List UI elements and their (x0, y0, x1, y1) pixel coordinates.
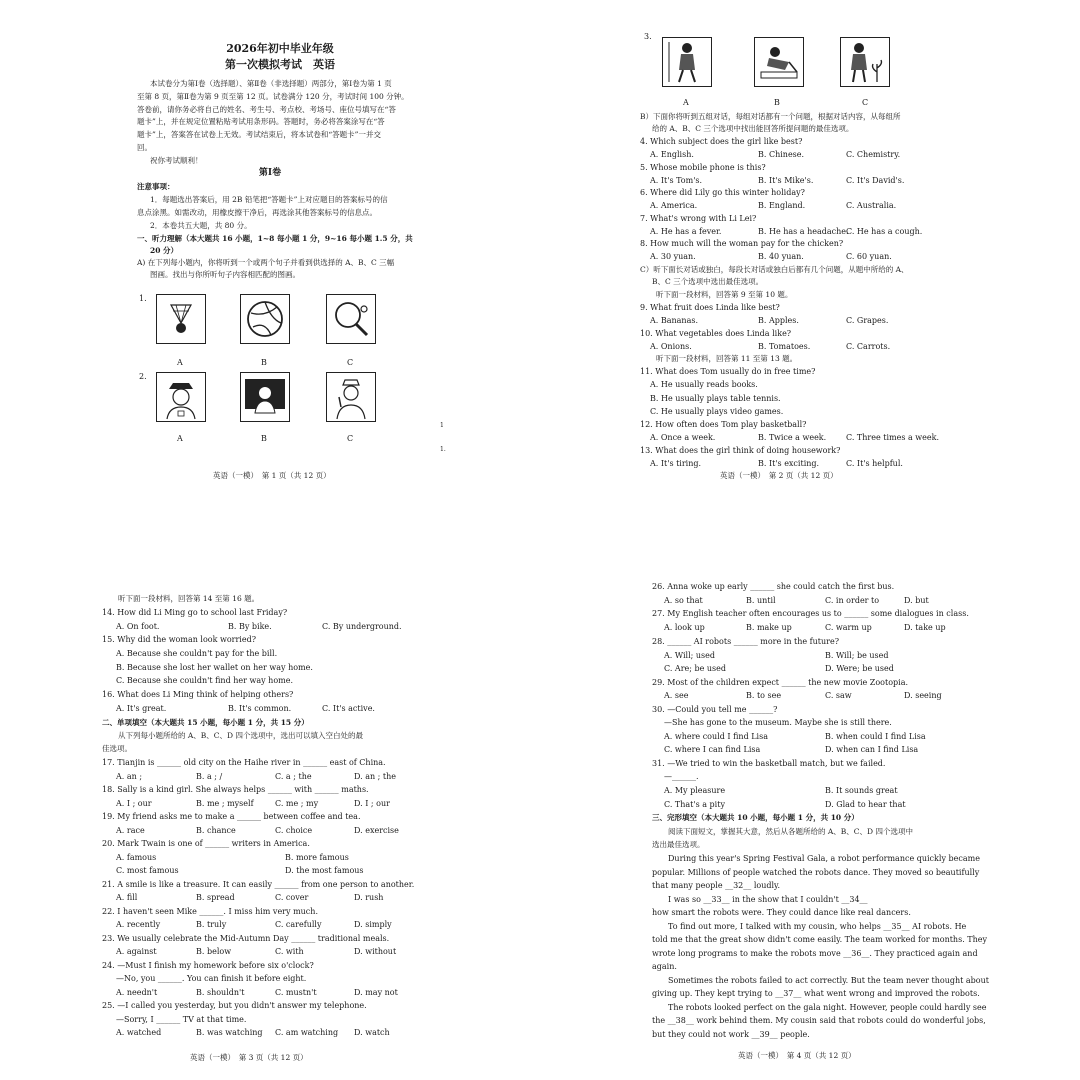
passage-line-2: popular. Millions of people watched the robots dance. They moved so beautifully (652, 867, 980, 877)
question-22-option-b: B. truly (196, 920, 227, 929)
question-15-option-b: B. Because she lost her wallet on her way home. (116, 663, 313, 672)
person-walking-icon (663, 38, 711, 86)
page-1 (0, 0, 540, 540)
question-1-number: 1. (139, 294, 147, 303)
question-5-option-c: C. It's David's. (846, 175, 905, 185)
note-line-3: 2．本卷共五大题，共 80 分。 (150, 221, 252, 230)
question-8-option-c: C. 60 yuan. (846, 252, 892, 261)
question-30-option-d: D. when can I find Lisa (825, 745, 919, 754)
passage-line-4: I was so __33__ in the show that I couldn't __34__ (668, 894, 868, 904)
question-25-option-c: C. am watching (275, 1028, 339, 1037)
question-28-option-a: A. Will; used (664, 651, 715, 660)
question-12-option-c: C. Three times a week. (846, 433, 940, 442)
question-6-option-c: C. Australia. (846, 201, 897, 210)
question-28: 28. ______ AI robots ______ more in the future? (652, 637, 840, 646)
question-19-option-b: B. chance (196, 825, 236, 835)
passage-line-13: the __38__ work behind them. My cousin said that robots could do wonderful jobs, (652, 1016, 986, 1025)
page-3 (0, 540, 540, 1080)
question-9-option-c: C. Grapes. (846, 316, 889, 325)
question-14-option-b: B. By bike. (228, 622, 272, 631)
question-7: 7. What's wrong with Li Lei? (640, 213, 757, 223)
person-planting-icon (841, 38, 889, 86)
question-23-option-d: D. without (354, 947, 397, 956)
question-16-option-c: C. It's active. (322, 704, 375, 713)
wish-text: 祝你考试顺利！ (150, 156, 203, 165)
question-20-option-b: B. more famous (285, 852, 349, 862)
passage-line-5: how smart the robots were. They could dance like real dancers. (652, 908, 911, 917)
passage-line-3: that many people __32__ loudly. (652, 881, 781, 890)
part3-instruction-1: 阅读下面短文，掌握其大意，然后从各题所给的 A、B、C、D 四个选项中 (668, 827, 913, 836)
question-23-option-b: B. below (196, 947, 232, 956)
passage-line-8: wrote long programs to make the robots move __36__. They practiced again and (652, 948, 978, 958)
q1-picture-a-badminton (156, 294, 206, 344)
passage-line-9: again. (652, 962, 677, 971)
page-2 (540, 0, 1080, 540)
question-15-option-c: C. Because she couldn't find her way home. (116, 676, 294, 685)
question-24-option-a: A. needn't (116, 987, 158, 997)
question-31-reply: —______. (664, 772, 699, 781)
ping-pong-paddle-icon (327, 295, 375, 343)
intro-line-1: 本试卷分为第Ⅰ卷（选择题）、第Ⅱ卷（非选择题）两部分，第Ⅰ卷为第 1 页 (150, 79, 392, 88)
notes-title: 注意事项： (137, 182, 175, 191)
q2-option-a: A (177, 434, 183, 443)
page-4 (540, 540, 1080, 1080)
question-29-option-b: B. to see (746, 691, 782, 700)
question-30-option-c: C. where I can find Lisa (664, 745, 761, 754)
question-13-option-a: A. It's tiring. (650, 459, 702, 468)
question-30-option-b: B. when could I find Lisa (825, 732, 926, 741)
part1-title-line2: 20 分） (150, 246, 179, 255)
page-2-footer: 英语（一模） 第 2 页（共 12 页） (720, 471, 838, 480)
question-17-option-d: D. an ; the (354, 771, 397, 781)
partA-line2: 图画。找出与你所听句子内容相匹配的图画。 (150, 270, 300, 279)
question-14: 14. How did Li Ming go to school last Friday? (102, 608, 288, 617)
q3-option-a: A (683, 98, 689, 107)
question-20-option-a: A. famous (116, 852, 157, 862)
q3-option-c: C (862, 98, 869, 107)
partB-line2: 给的 A、B、C 三个选项中找出能回答所提问题的最佳选项。 (652, 124, 854, 133)
q2-picture-b-teacher (240, 372, 290, 422)
question-21-option-b: B. spread (196, 893, 235, 902)
note-line-1: 1．每题选出答案后，用 2B 铅笔把“答题卡”上对应题目的答案标号的信 (150, 195, 388, 204)
question-13: 13. What does the girl think of doing housework? (640, 446, 841, 455)
question-23: 23. We usually celebrate the Mid-Autumn Day ______ traditional meals. (102, 933, 390, 943)
question-29-option-c: C. saw (825, 691, 852, 700)
question-28-option-d: D. Were; be used (825, 664, 894, 673)
volleyball-icon (241, 295, 289, 343)
question-20: 20. Mark Twain is one of ______ writers in America. (102, 839, 310, 848)
question-11-option-c: C. He usually plays video games. (650, 407, 784, 416)
question-26-option-d: D. but (904, 595, 929, 605)
part3-title: 三、完形填空（本大题共 10 小题，每小题 1 分，共 10 分） (652, 813, 859, 822)
question-25: 25. —I called you yesterday, but you didn't answer my telephone. (102, 1001, 367, 1010)
question-10-option-a: A. Onions. (650, 342, 692, 351)
question-26-option-a: A. so that (664, 595, 703, 605)
partA-line1: A) 在下列每小题内，你将听到一个或两个句子并看到供选择的 A、B、C 三幅 (137, 258, 395, 267)
question-24-reply: —No, you ______. You can finish it before eight. (116, 974, 307, 983)
teacher-blackboard-icon (241, 373, 289, 421)
question-24-option-d: D. may not (354, 987, 398, 997)
question-11: 11. What does Tom usually do in free time? (640, 367, 816, 376)
question-19-option-c: C. choice (275, 825, 313, 835)
question-22-option-d: D. simply (354, 920, 392, 929)
question-8: 8. How much will the woman pay for the chicken? (640, 239, 844, 248)
question-25-option-a: A. watched (116, 1028, 162, 1037)
question-9-option-a: A. Bananas. (650, 316, 699, 325)
passage-line-12: The robots looked perfect on the gala night. However, people could hardly see (668, 1002, 987, 1012)
exam-title-line1: 2026年初中毕业年级 (226, 42, 334, 55)
question-10-option-c: C. Carrots. (846, 342, 891, 351)
passage-line-6: To find out more, I talked with my cousin, who helps __35__ AI robots. He (668, 921, 967, 931)
passage-line-11: giving up. They kept trying to __37__ what went wrong and improved the robots. (652, 989, 980, 998)
nurse-icon (327, 373, 375, 421)
q2-picture-c-nurse (326, 372, 376, 422)
shuttlecock-icon (157, 295, 205, 343)
question-31-option-d: D. Glad to hear that (825, 800, 906, 809)
question-17-option-a: A. an ; (116, 771, 143, 781)
question-23-option-a: A. against (116, 947, 157, 956)
question-26: 26. Anna woke up early ______ she could catch the first bus. (652, 582, 895, 591)
question-5: 5. Whose mobile phone is this? (640, 162, 766, 172)
q3-picture-b-cleaning (754, 37, 804, 87)
question-3-number: 3. (644, 32, 652, 41)
question-9-option-b: B. Apples. (758, 316, 799, 325)
page-3-footer: 英语（一模） 第 3 页（共 12 页） (190, 1053, 308, 1062)
question-4: 4. Which subject does the girl like best? (640, 137, 803, 146)
question-5-option-a: A. It's Tom's. (650, 175, 703, 185)
question-26-option-b: B. until (746, 595, 776, 605)
person-cleaning-icon (755, 38, 803, 86)
question-9: 9. What fruit does Linda like best? (640, 303, 780, 312)
q3-picture-a-walking (662, 37, 712, 87)
q3-option-b: B (774, 98, 780, 107)
intro-line-3: 答卷前，请你务必将自己的姓名、考生号、考点校、考场号、座位号填写在“答 (137, 105, 396, 114)
question-25-option-d: D. watch (354, 1028, 390, 1037)
q2-option-b: B (261, 434, 267, 443)
question-31-option-a: A. My pleasure (664, 786, 726, 795)
question-7-option-b: B. He has a headache. (758, 226, 849, 236)
question-15: 15. Why did the woman look worried? (102, 635, 257, 644)
question-8-option-b: B. 40 yuan. (758, 252, 804, 261)
question-17-option-b: B. a ; / (196, 771, 223, 781)
question-29: 29. Most of the children expect ______ the new movie Zootopia. (652, 678, 909, 687)
part3-instruction-2: 选出最佳选项。 (652, 840, 705, 849)
question-21-option-d: D. rush (354, 893, 384, 902)
question-27: 27. My English teacher often encourages us to ______ some dialogues in class. (652, 609, 969, 618)
question-16-option-b: B. It's common. (228, 704, 292, 713)
q2-picture-a-police (156, 372, 206, 422)
question-30: 30. —Could you tell me ______? (652, 705, 778, 714)
question-11-option-b: B. He usually plays table tennis. (650, 394, 781, 403)
passage-line-1: During this year's Spring Festival Gala, a robot performance quickly became (668, 854, 980, 863)
partC-line2: B、C 三个选项中选出最佳选项。 (652, 277, 764, 286)
question-12: 12. How often does Tom play basketball? (640, 420, 807, 429)
question-18-option-b: B. me ; myself (196, 798, 254, 808)
partB-line1: B）下面你将听到五组对话，每组对话都有一个问题，根据对话内容，从每组所 (640, 112, 901, 121)
question-18-option-a: A. I ; our (116, 798, 152, 808)
partC-line1: C）听下面长对话或独白，每段长对话或独白后都有几个问题，从题中所给的 A、 (640, 265, 909, 274)
question-19-option-a: A. race (116, 825, 145, 835)
question-22-option-c: C. carefully (275, 920, 322, 929)
question-27-option-d: D. take up (904, 622, 946, 632)
question-25-option-b: B. was watching (196, 1028, 263, 1037)
question-19: 19. My friend asks me to make a ______ between coffee and tea. (102, 812, 361, 821)
section-title: 第Ⅰ卷 (258, 168, 282, 178)
question-27-option-c: C. warm up (825, 622, 872, 632)
intro-line-4: 题卡”上，并在规定位置粘贴考试用条形码。答题时，务必将答案涂写在“答 (137, 117, 385, 126)
part1-title-line1: 一、听力理解（本大题共 16 小题，1~8 每小题 1 分，9~16 每小题 1.5 分，共 (137, 234, 413, 243)
question-18-option-d: D. I ; our (354, 798, 390, 808)
q2-option-c: C (347, 434, 354, 443)
question-20-option-d: D. the most famous (285, 866, 364, 875)
question-2-number: 2. (139, 372, 147, 381)
question-30-reply: —She has gone to the museum. Maybe she is still there. (664, 718, 892, 727)
part2-instruction-2: 佳选项。 (102, 744, 132, 753)
question-18: 18. Sally is a kind girl. She always helps ______ with ______ maths. (102, 785, 369, 794)
intro-line-6: 回。 (137, 143, 152, 152)
side-mark-2: 1. (440, 446, 446, 453)
question-4-option-b: B. Chinese. (758, 150, 805, 159)
question-16: 16. What does Li Ming think of helping others? (102, 690, 294, 699)
q1-option-a: A (177, 358, 183, 367)
part2-title: 二、单项填空（本大题共 15 小题，每小题 1 分，共 15 分） (102, 718, 309, 727)
question-21: 21. A smile is like a treasure. It can easily ______ from one person to another. (102, 879, 415, 889)
part2-instruction-1: 从下列每小题所给的 A、B、C、D 四个选项中，选出可以填入空白处的最 (118, 731, 363, 740)
question-28-option-c: C. Are; be used (664, 664, 727, 673)
passage-line-14: but they could not work __39__ people. (652, 1029, 810, 1039)
question-31-option-c: C. That's a pity (664, 800, 725, 809)
question-18-option-c: C. me ; my (275, 798, 319, 808)
page-1-footer: 英语（一模） 第 1 页（共 12 页） (213, 471, 331, 480)
question-14-option-c: C. By underground. (322, 622, 402, 631)
question-31-option-b: B. It sounds great (825, 786, 898, 795)
question-14-option-a: A. On foot. (116, 622, 160, 631)
question-6: 6. Where did Lily go this winter holiday? (640, 188, 805, 197)
question-12-option-a: A. Once a week. (650, 433, 716, 442)
question-24: 24. —Must I finish my homework before six o'clock? (102, 960, 314, 970)
q1-picture-c-table-tennis (326, 294, 376, 344)
question-23-option-c: C. with (275, 947, 304, 956)
intro-line-2: 至第 8 页，第Ⅱ卷为第 9 页至第 12 页。试卷满分 120 分，考试时间 100 分钟。 (137, 92, 409, 101)
question-20-option-c: C. most famous (116, 866, 179, 875)
question-10-option-b: B. Tomatoes. (758, 342, 811, 351)
q1-picture-b-volleyball (240, 294, 290, 344)
question-22: 22. I haven't seen Mike ______. I miss him very much. (102, 906, 318, 916)
question-7-option-c: C. He has a cough. (846, 226, 923, 236)
passage-line-7: told me that the great show didn't come easily. The team worked for months. They (652, 935, 988, 944)
question-22-option-a: A. recently (116, 920, 161, 929)
question-29-option-a: A. see (664, 691, 689, 700)
question-12-option-b: B. Twice a week. (758, 433, 827, 442)
passage-line-10: Sometimes the robots failed to act correctly. But the team never thought about (668, 975, 989, 985)
side-mark-1: 1 (440, 422, 444, 429)
question-13-option-b: B. It's exciting. (758, 459, 820, 468)
question-17: 17. Tianjin is ______ old city on the Haihe river in ______ east of China. (102, 758, 386, 767)
question-16-option-a: A. It's great. (116, 704, 167, 713)
question-4-option-c: C. Chemistry. (846, 150, 901, 159)
question-29-option-d: D. seeing (904, 691, 942, 700)
question-13-option-c: C. It's helpful. (846, 459, 903, 468)
exam-title-line2: 第一次模拟考试 英语 (225, 58, 335, 71)
question-11-option-a: A. He usually reads books. (650, 380, 758, 389)
page-4-footer: 英语（一模） 第 4 页（共 12 页） (738, 1051, 856, 1060)
question-10: 10. What vegetables does Linda like? (640, 329, 792, 338)
question-28-option-b: B. Will; be used (825, 651, 889, 660)
question-30-option-a: A. where could I find Lisa (664, 732, 768, 741)
question-25-reply: —Sorry, I ______ TV at that time. (116, 1014, 247, 1024)
question-15-option-a: A. Because she couldn't pay for the bill. (116, 649, 278, 658)
q1-option-b: B (261, 358, 267, 367)
police-officer-icon (157, 373, 205, 421)
instruction-9-10: 听下面一段材料，回答第 9 至第 10 题。 (656, 290, 793, 299)
question-21-option-c: C. cover (275, 893, 309, 902)
question-8-option-a: A. 30 yuan. (650, 252, 696, 261)
question-31: 31. —We tried to win the basketball match, but we failed. (652, 759, 886, 768)
question-19-option-d: D. exercise (354, 825, 399, 835)
question-5-option-b: B. It's Mike's. (758, 175, 814, 185)
question-27-option-a: A. look up (664, 622, 705, 632)
q1-option-c: C (347, 358, 354, 367)
instruction-14-16: 听下面一段材料，回答第 14 至第 16 题。 (118, 594, 260, 603)
question-17-option-c: C. a ; the (275, 771, 312, 781)
question-4-option-a: A. English. (650, 150, 694, 159)
note-line-2: 息点涂黑。如需改动，用橡皮擦干净后，再选涂其他答案标号的信息点。 (137, 208, 377, 217)
q3-picture-c-planting (840, 37, 890, 87)
question-24-option-b: B. shouldn't (196, 987, 245, 997)
question-24-option-c: C. mustn't (275, 987, 317, 997)
question-26-option-c: C. in order to (825, 595, 880, 605)
question-6-option-a: A. America. (650, 201, 698, 210)
question-7-option-a: A. He has a fever. (650, 226, 722, 236)
question-21-option-a: A. fill (116, 893, 138, 902)
question-27-option-b: B. make up (746, 622, 792, 632)
instruction-11-13: 听下面一段材料，回答第 11 至第 13 题。 (656, 354, 798, 363)
intro-line-5: 题卡”上，答案答在试卷上无效。考试结束后，将本试卷和“答题卡”一并交 (137, 130, 382, 139)
question-6-option-b: B. England. (758, 201, 806, 210)
